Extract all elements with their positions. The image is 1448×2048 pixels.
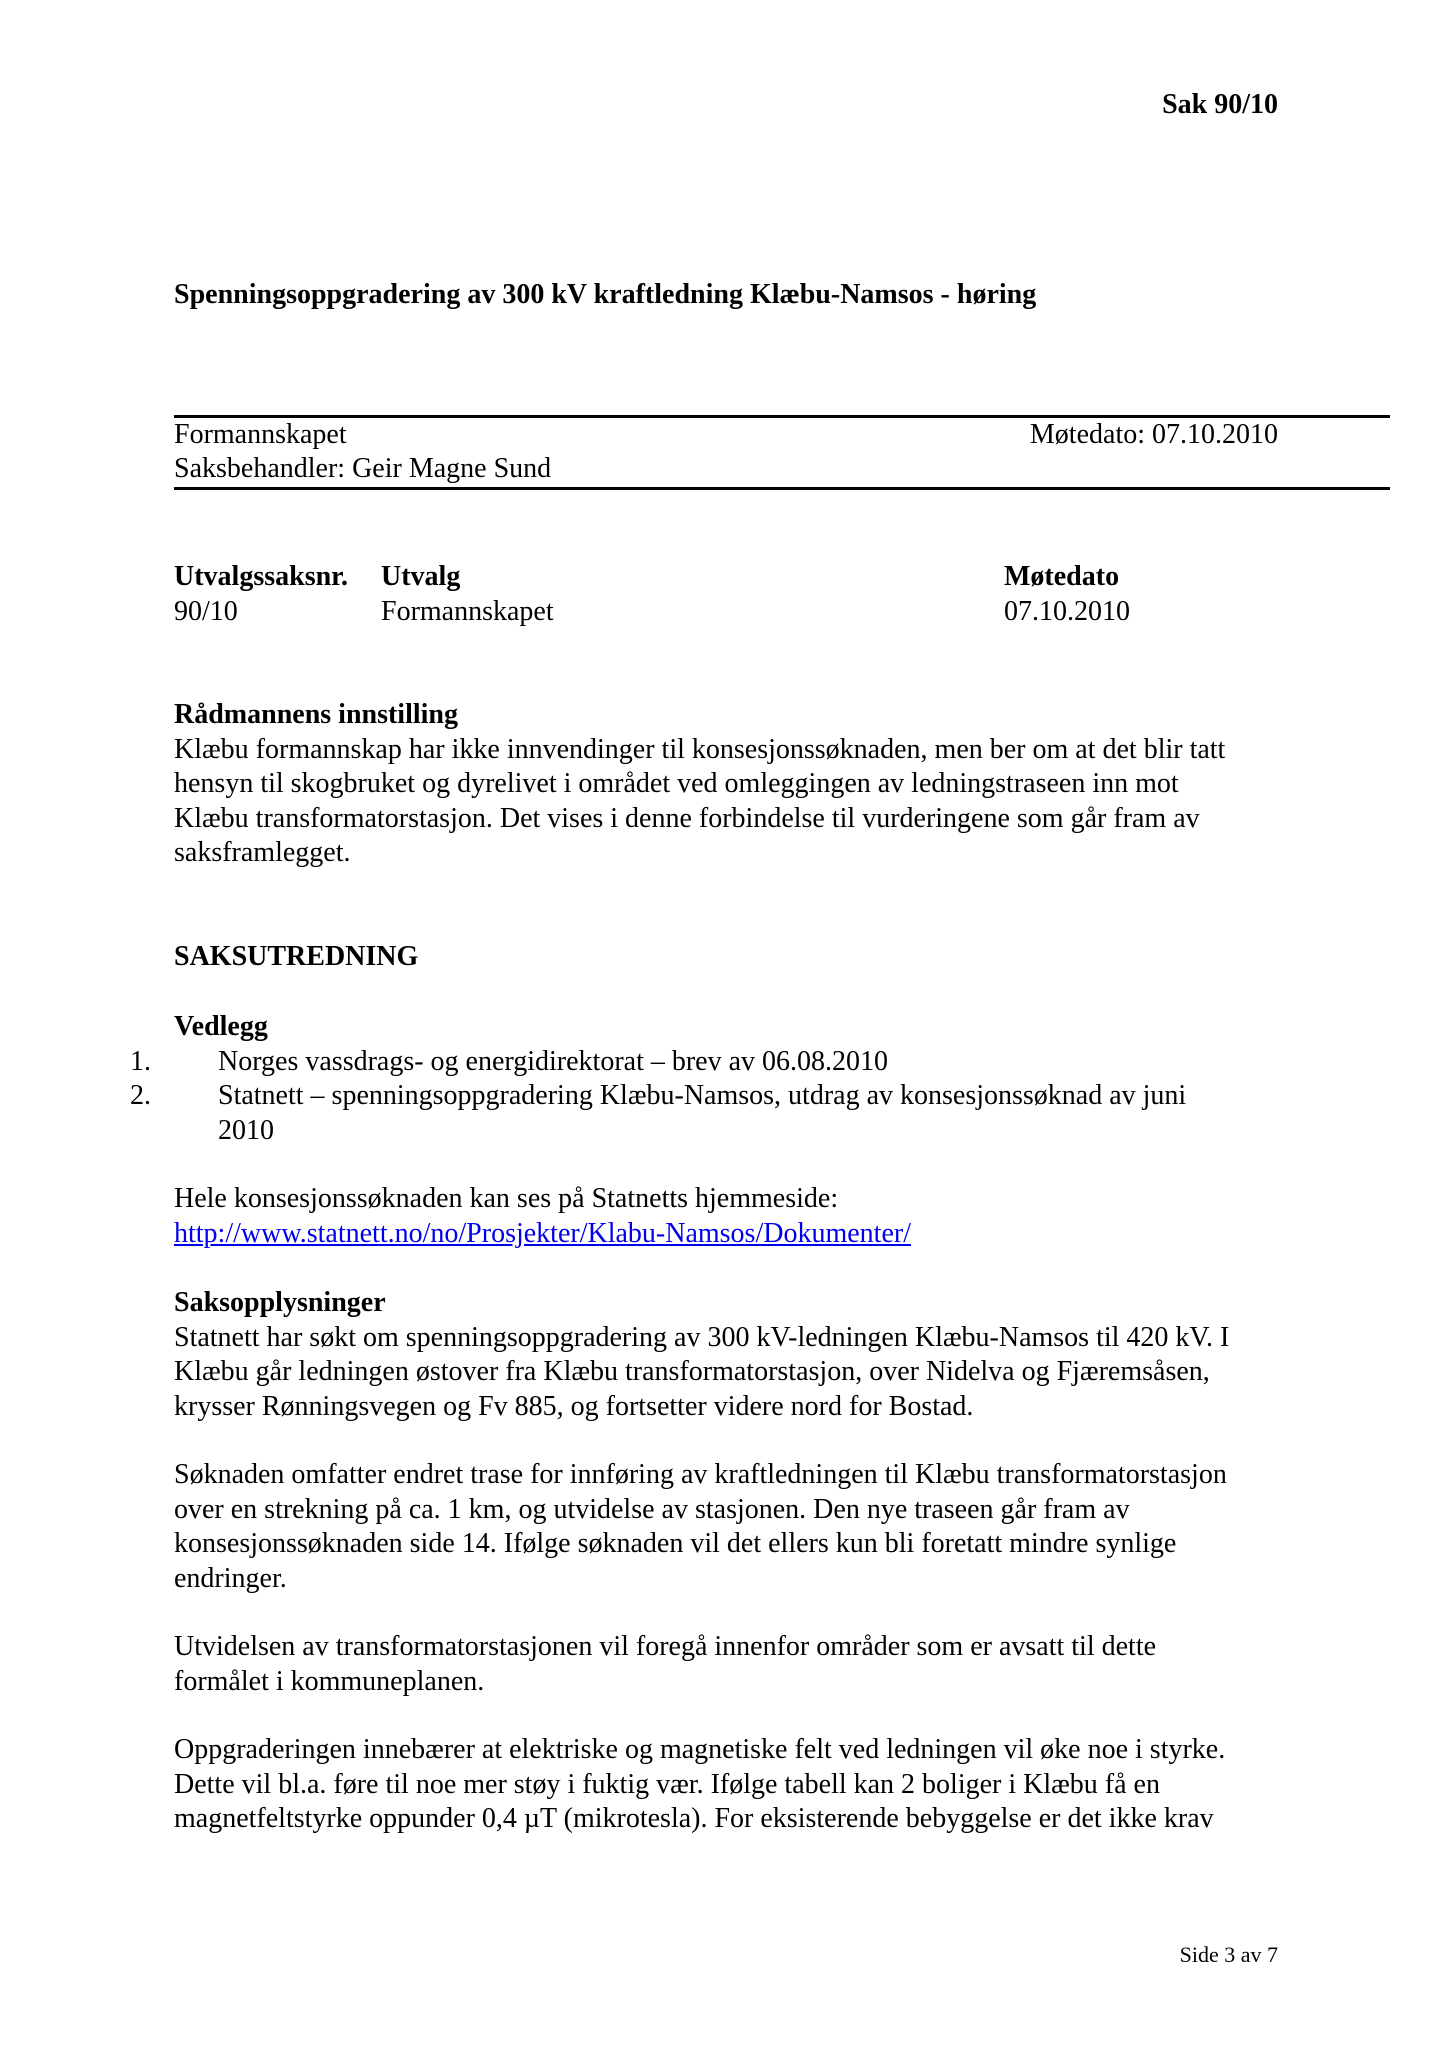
table-header-case-no: Utvalgssaksnr. [174, 561, 349, 592]
text-line: konsesjonssøknaden side 14. Ifølge søknaden vil det ellers kun bli foretatt mindre synlige [174, 1528, 1177, 1559]
attachment-number: 2. [130, 1080, 151, 1111]
table-cell-meeting-date: 07.10.2010 [1004, 596, 1130, 627]
table-cell-committee: Formannskapet [381, 596, 554, 627]
attachment-text: Statnett – spenningsoppgradering Klæbu-Namsos, utdrag av konsesjonssøknad av juni [218, 1080, 1187, 1111]
website-link[interactable]: http://www.statnett.no/no/Prosjekter/Klabu-Namsos/Dokumenter/ [174, 1217, 911, 1249]
text-line: over en strekning på ca. 1 km, og utvidelse av stasjonen. Den nye traseen går fram av [174, 1493, 1130, 1525]
text-line: Utvidelsen av transformatorstasjonen vil foregå innenfor områder som er avsatt til dette [174, 1631, 1157, 1662]
attachment-number: 1. [130, 1045, 151, 1077]
website-text: Hele konsesjonssøknaden kan ses på Statnetts hjemmeside: [174, 1183, 839, 1214]
facts-paragraph [174, 1321, 1344, 1425]
text-line: Oppgraderingen innebærer at elektriske og magnetiske felt ved ledningen vil øke noe i styrke. [174, 1734, 1226, 1765]
attachment-item [130, 1045, 1344, 1080]
attachment-item [130, 1079, 1344, 1114]
text-line: magnetfeltstyrke oppunder 0,4 µT (mikrotesla). For eksisterende bebyggelse er det ikke krav [174, 1803, 1214, 1834]
text-line: endringer. [174, 1562, 287, 1594]
attachment-text: Norges vassdrags- og energidirektorat – brev av 06.08.2010 [218, 1045, 889, 1077]
report-heading: SAKSUTREDNING [174, 941, 419, 972]
text-line: Søknaden omfatter endret trase for innføring av kraftledningen til Klæbu transformatorstasjon [174, 1459, 1227, 1490]
recommendation-section [174, 698, 1344, 871]
text-line: Dette vil bl.a. føre til noe mer støy i fuktig vær. Ifølge tabell kan 2 boliger i Klæbu få en [174, 1768, 1160, 1800]
attachments-heading: Vedlegg [174, 1011, 268, 1042]
facts-section [174, 1286, 1344, 1424]
committee-name: Formannskapet [174, 419, 347, 450]
facts-paragraph [174, 1630, 1344, 1699]
facts-paragraph [174, 1733, 1344, 1837]
recommendation-line: hensyn til skogbruket og dyrelivet i området ved omleggingen av ledningstraseen inn mot [174, 768, 1179, 799]
attachment-text-continued: 2010 [218, 1114, 274, 1146]
recommendation-line: Klæbu transformatorstasjon. Det vises i denne forbindelse til vurderingene som går fram av [174, 802, 1200, 834]
page-number: Side 3 av 7 [1179, 1942, 1278, 1967]
table-cell-case-no: 90/10 [174, 596, 238, 627]
recommendation-heading: Rådmannens innstilling [174, 699, 458, 730]
bottom-rule [174, 487, 1390, 490]
text-line: formålet i kommuneplanen. [174, 1665, 485, 1697]
table-header-meeting-date: Møtedato [1004, 561, 1120, 592]
text-line: krysser Rønningsvegen og Fv 885, og fortsetter videre nord for Bostad. [174, 1390, 974, 1422]
text-line: Statnett har søkt om spenningsoppgradering av 300 kV-ledningen Klæbu-Namsos til 420 kV. I [174, 1321, 1230, 1353]
document-title: Spenningsoppgradering av 300 kV kraftledning Klæbu-Namsos - høring [174, 279, 1037, 310]
website-section [174, 1182, 1344, 1251]
attachments-section [130, 1010, 1344, 1148]
recommendation-line: saksframlegget. [174, 837, 351, 868]
case-handler: Saksbehandler: Geir Magne Sund [174, 453, 552, 484]
meeting-date: Møtedato: 07.10.2010 [1029, 419, 1278, 450]
facts-paragraph [174, 1458, 1344, 1596]
case-number: Sak 90/10 [1162, 89, 1278, 120]
table-header-committee: Utvalg [381, 561, 461, 592]
text-line: Klæbu går ledningen østover fra Klæbu transformatorstasjon, over Nidelva og Fjæremsåsen, [174, 1356, 1210, 1387]
recommendation-line: Klæbu formannskap har ikke innvendinger til konsesjonssøknaden, men ber om at det blir tatt [174, 733, 1226, 765]
facts-heading: Saksopplysninger [174, 1287, 386, 1318]
